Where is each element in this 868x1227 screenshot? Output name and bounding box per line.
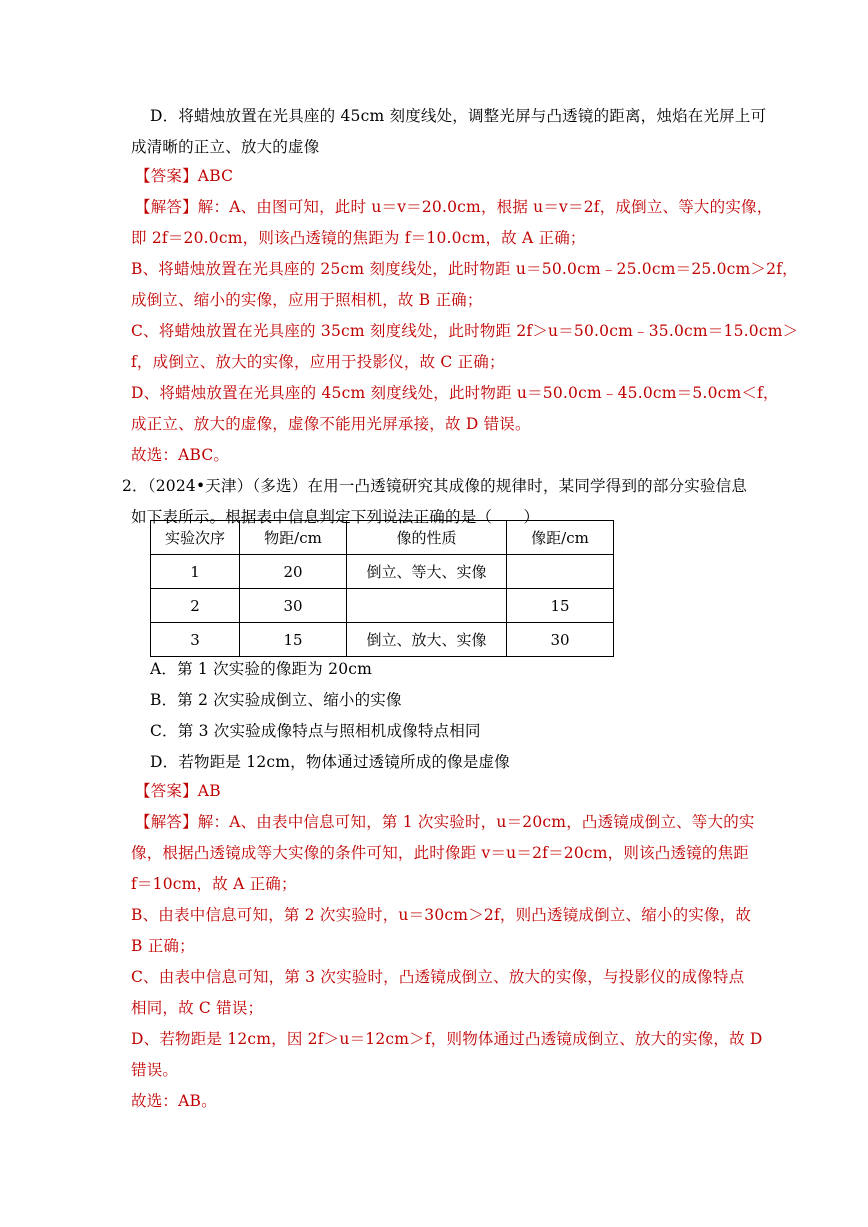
text-line: 【答案】AB xyxy=(135,782,221,800)
table-header-row xyxy=(151,521,614,555)
text-line: C、由表中信息可知，第 3 次实验时，凸透镜成倒立、放大的实像，与投影仪的成像特点 xyxy=(131,968,745,986)
table-cell: 20 xyxy=(240,555,347,589)
text-line: 相同，故 C 错误； xyxy=(131,999,264,1017)
table-cell xyxy=(507,555,614,589)
text-line: 【解答】解：A、由图可知，此时 u＝v＝20.0cm，根据 u＝v＝2f，成倒立、等大的实像， xyxy=(135,198,773,216)
text-line: 故选：ABC。 xyxy=(131,446,230,464)
text-line: 2．（2024•天津）（多选）在用一凸透镜研究其成像的规律时，某同学得到的部分实验信息 xyxy=(122,477,748,495)
text-line: D．若物距是 12cm，物体通过透镜所成的像是虚像 xyxy=(150,753,510,771)
text-line: B 正确； xyxy=(131,937,195,955)
table-cell: 2 xyxy=(151,589,240,623)
text-line: 像，根据凸透镜成等大实像的条件可知，此时像距 v＝u＝2f＝20cm，则该凸透镜的焦距 xyxy=(131,844,749,862)
table-cell: 1 xyxy=(151,555,240,589)
text-line: f＝10cm，故 A 正确； xyxy=(131,875,297,893)
text-line: D、若物距是 12cm，因 2f＞u＝12cm＞f，则物体通过凸透镜成倒立、放大的实像，故 D xyxy=(131,1030,763,1048)
text-line: 即 2f＝20.0cm，则该凸透镜的焦距为 f＝10.0cm，故 A 正确； xyxy=(131,229,586,247)
text-line: D．将蜡烛放置在光具座的 45cm 刻度线处，调整光屏与凸透镜的距离，烛焰在光屏上可 xyxy=(150,107,767,125)
text-line: f，成倒立、放大的实像，应用于投影仪，故 C 正确； xyxy=(131,353,505,371)
text-line: 成清晰的正立、放大的虚像 xyxy=(131,138,320,156)
table-cell: 倒立、等大、实像 xyxy=(347,555,507,589)
text-line: C．第 3 次实验成像特点与照相机成像特点相同 xyxy=(150,722,481,740)
text-line: 成正立、放大的虚像，虚像不能用光屏承接，故 D 错误。 xyxy=(131,415,531,433)
text-line: 错误。 xyxy=(131,1061,179,1079)
text-line: 【答案】ABC xyxy=(135,167,234,185)
table-cell: 15 xyxy=(240,623,347,657)
table-row xyxy=(151,555,614,589)
table-cell: 30 xyxy=(240,589,347,623)
table-cell xyxy=(347,589,507,623)
text-line: D、将蜡烛放置在光具座的 45cm 刻度线处，此时物距 u＝50.0cm﹣45.0cm＝5.0cm＜f， xyxy=(131,384,779,402)
text-line: 故选：AB。 xyxy=(131,1092,217,1110)
text-line: 如下表所示。根据表中信息判定下列说法正确的是（ ） xyxy=(131,508,540,526)
text-line: B、由表中信息可知，第 2 次实验时，u＝30cm＞2f，则凸透镜成倒立、缩小的实像，故 xyxy=(131,906,752,924)
text-line: A．第 1 次实验的像距为 20cm xyxy=(150,660,373,678)
text-line: B、将蜡烛放置在光具座的 25cm 刻度线处，此时物距 u＝50.0cm﹣25.0cm＝25.0cm＞2f， xyxy=(131,260,798,278)
table-header-cell: 物距/cm xyxy=(240,521,347,555)
table-row xyxy=(151,589,614,623)
text-line: 【解答】解：A、由表中信息可知，第 1 次实验时，u＝20cm，凸透镜成倒立、等大的实 xyxy=(135,813,755,831)
table-cell: 15 xyxy=(507,589,614,623)
table-header-cell: 像的性质 xyxy=(347,521,507,555)
text-line: B．第 2 次实验成倒立、缩小的实像 xyxy=(150,691,402,709)
table-row xyxy=(151,623,614,657)
text-line: 成倒立、缩小的实像，应用于照相机，故 B 正确； xyxy=(131,291,483,309)
table-cell: 3 xyxy=(151,623,240,657)
table-cell: 30 xyxy=(507,623,614,657)
experiment-table xyxy=(150,520,614,657)
table-header-cell: 像距/cm xyxy=(507,521,614,555)
table-cell: 倒立、放大、实像 xyxy=(347,623,507,657)
table-header-cell: 实验次序 xyxy=(151,521,240,555)
text-line: C、将蜡烛放置在光具座的 35cm 刻度线处，此时物距 2f＞u＝50.0cm﹣35.0cm＝15.0cm＞ xyxy=(131,322,799,340)
